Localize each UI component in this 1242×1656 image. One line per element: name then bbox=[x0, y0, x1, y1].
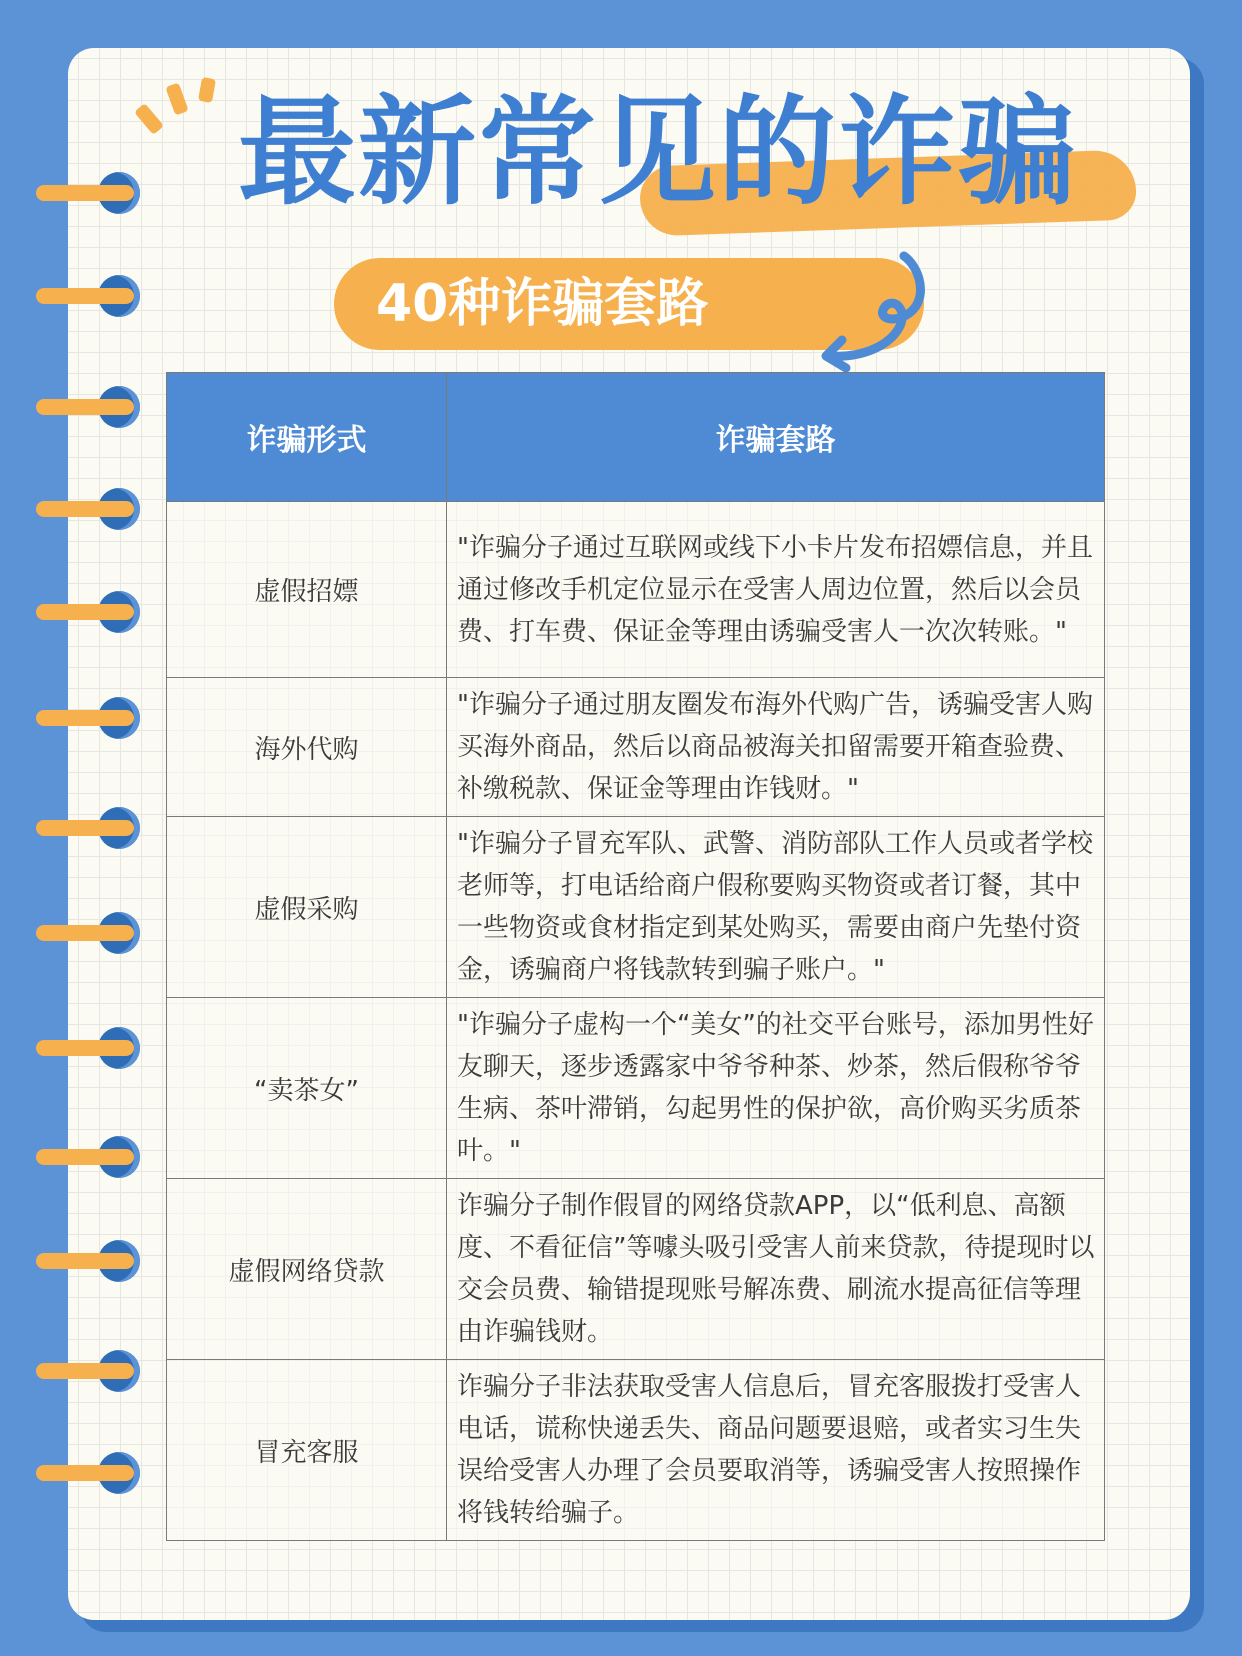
ring-bar bbox=[36, 501, 134, 517]
spiral-ring bbox=[0, 591, 150, 633]
scam-form: 虚假采购 bbox=[167, 817, 447, 998]
table-row bbox=[167, 502, 1105, 678]
ring-bar bbox=[36, 288, 134, 304]
spark-decoration bbox=[165, 83, 188, 116]
scam-description: 诈骗分子非法获取受害人信息后，冒充客服拨打受害人电话，谎称快递丢失、商品问题要退赔，或者实习生失误给受害人办理了会员要取消等，诱骗受害人按照操作将钱转给骗子。 bbox=[447, 1360, 1105, 1541]
header-form: 诈骗形式 bbox=[167, 373, 447, 502]
spiral-ring bbox=[0, 386, 150, 428]
table-row bbox=[167, 998, 1105, 1179]
ring-bar bbox=[36, 1363, 134, 1379]
ring-bar bbox=[36, 1149, 134, 1165]
scam-description: 诈骗分子制作假冒的网络贷款APP，以“低利息、高额度、不看征信”等噱头吸引受害人前来贷款，待提现时以交会员费、输错提现账号解冻费、刷流水提高征信等理由诈骗钱财。 bbox=[447, 1179, 1105, 1360]
scam-description: "诈骗分子通过朋友圈发布海外代购广告，诱骗受害人购买海外商品，然后以商品被海关扣留需要开箱查验费、补缴税款、保证金等理由诈钱财。" bbox=[447, 678, 1105, 817]
spark-decoration bbox=[198, 77, 216, 103]
spark-decoration bbox=[134, 103, 164, 135]
spiral-ring bbox=[0, 1027, 150, 1069]
scam-form: 虚假网络贷款 bbox=[167, 1179, 447, 1360]
ring-bar bbox=[36, 820, 134, 836]
ring-bar bbox=[36, 925, 134, 941]
scam-description: "诈骗分子通过互联网或线下小卡片发布招嫖信息，并且通过修改手机定位显示在受害人周边位置，然后以会员费、打车费、保证金等理由诱骗受害人一次次转账。" bbox=[447, 502, 1105, 678]
table-row bbox=[167, 1179, 1105, 1360]
notebook-paper bbox=[68, 48, 1190, 1620]
scam-table bbox=[166, 372, 1104, 1541]
spiral-ring bbox=[0, 1350, 150, 1392]
spiral-ring bbox=[0, 1452, 150, 1494]
spiral-ring bbox=[0, 697, 150, 739]
ring-bar bbox=[36, 1465, 134, 1481]
ring-bar bbox=[36, 185, 134, 201]
spiral-ring bbox=[0, 275, 150, 317]
ring-bar bbox=[36, 710, 134, 726]
table-row bbox=[167, 678, 1105, 817]
scam-description: "诈骗分子虚构一个“美女”的社交平台账号，添加男性好友聊天，逐步透露家中爷爷种茶、炒茶，然后假称爷爷生病、茶叶滞销，勾起男性的保护欲，高价购买劣质茶叶。" bbox=[447, 998, 1105, 1179]
ring-bar bbox=[36, 1253, 134, 1269]
spiral-ring bbox=[0, 807, 150, 849]
spiral-ring bbox=[0, 488, 150, 530]
ring-bar bbox=[36, 604, 134, 620]
table-row bbox=[167, 817, 1105, 998]
spiral-ring bbox=[0, 172, 150, 214]
scam-form: “卖茶女” bbox=[167, 998, 447, 1179]
scam-form: 海外代购 bbox=[167, 678, 447, 817]
page-subtitle: 40种诈骗套路 bbox=[376, 274, 709, 334]
header-method: 诈骗套路 bbox=[447, 373, 1105, 502]
table-header-row bbox=[167, 373, 1105, 502]
page-title: 最新常见的诈骗 bbox=[238, 83, 1079, 221]
spiral-ring bbox=[0, 912, 150, 954]
ring-bar bbox=[36, 1040, 134, 1056]
ring-bar bbox=[36, 399, 134, 415]
swirl-arrow-icon bbox=[812, 246, 942, 376]
spiral-ring bbox=[0, 1240, 150, 1282]
table-row bbox=[167, 1360, 1105, 1541]
scam-description: "诈骗分子冒充军队、武警、消防部队工作人员或者学校老师等，打电话给商户假称要购买物资或者订餐，其中一些物资或食材指定到某处购买，需要由商户先垫付资金，诱骗商户将钱款转到骗子账户。" bbox=[447, 817, 1105, 998]
scam-form: 冒充客服 bbox=[167, 1360, 447, 1541]
spiral-ring bbox=[0, 1136, 150, 1178]
scam-form: 虚假招嫖 bbox=[167, 502, 447, 678]
